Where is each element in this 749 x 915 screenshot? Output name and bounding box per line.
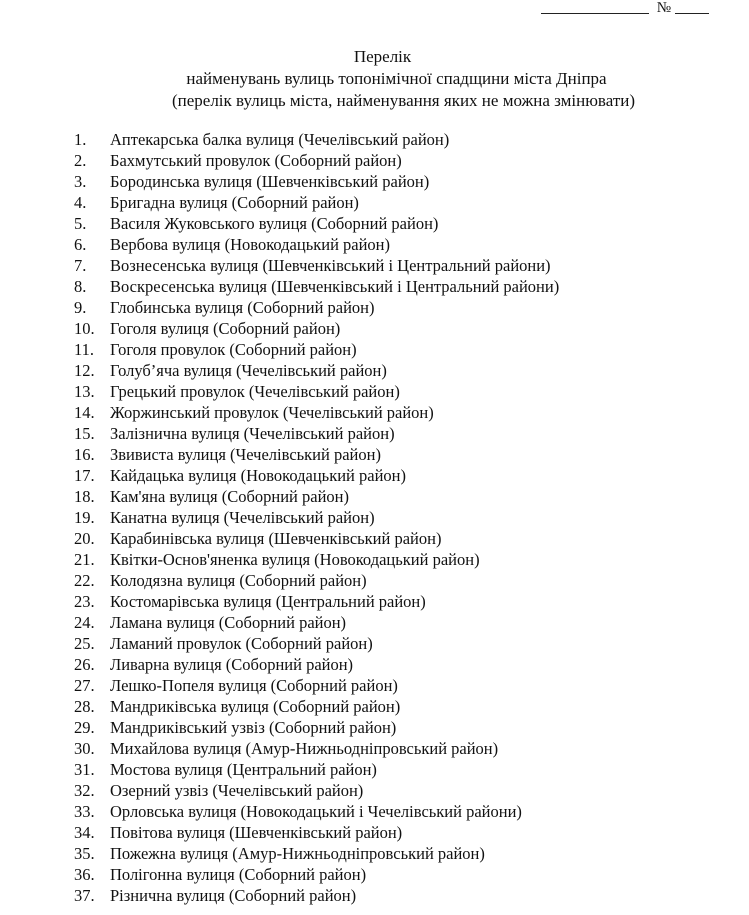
list-item-number: 2. xyxy=(74,151,87,170)
list-item xyxy=(0,297,749,318)
street-name: Михайлова вулиця (Амур-Нижньодніпровський район) xyxy=(110,739,499,758)
list-item xyxy=(0,507,749,528)
list-item xyxy=(0,360,749,381)
list-item xyxy=(0,192,749,213)
street-name: Воскресенська вулиця (Шевченківський і Центральний райони) xyxy=(110,277,560,296)
street-name: Ламаний провулок (Соборний район) xyxy=(110,634,373,653)
list-item-number: 13. xyxy=(74,382,95,401)
street-name: Пожежна вулиця (Амур-Нижньодніпровський район) xyxy=(110,844,485,863)
list-item xyxy=(0,255,749,276)
list-item-number: 11. xyxy=(74,340,95,359)
street-name: Колодязна вулиця (Соборний район) xyxy=(110,571,367,590)
street-name: Кайдацька вулиця (Новокодацький район) xyxy=(110,466,406,485)
street-name: Ливарна вулиця (Соборний район) xyxy=(110,655,354,674)
list-item xyxy=(0,864,749,885)
list-item-number: 25. xyxy=(74,634,95,653)
street-name: Голуб’яча вулиця (Чечелівський район) xyxy=(110,361,387,380)
list-item xyxy=(0,234,749,255)
list-item-number: 19. xyxy=(74,508,95,527)
list-item xyxy=(0,339,749,360)
list-item-number: 6. xyxy=(74,235,87,254)
list-item-number: 9. xyxy=(74,298,87,317)
list-item-number: 8. xyxy=(74,277,87,296)
list-item-number: 7. xyxy=(74,256,87,275)
street-name: Карабинівська вулиця (Шевченківський район) xyxy=(110,529,442,548)
street-name: Мандриківська вулиця (Соборний район) xyxy=(110,697,401,716)
street-name: Орловська вулиця (Новокодацький і Чечелівський райони) xyxy=(110,802,522,821)
list-item xyxy=(0,759,749,780)
street-name: Жоржинський провулок (Чечелівський район) xyxy=(110,403,434,422)
street-name: Гоголя провулок (Соборний район) xyxy=(110,340,357,359)
street-name: Залізнична вулиця (Чечелівський район) xyxy=(110,424,395,443)
street-name: Мостова вулиця (Центральний район) xyxy=(110,760,377,779)
list-item xyxy=(0,213,749,234)
list-item xyxy=(0,423,749,444)
street-name: Аптекарська балка вулиця (Чечелівський район) xyxy=(110,130,450,149)
list-item xyxy=(0,612,749,633)
list-item-number: 26. xyxy=(74,655,95,674)
list-item xyxy=(0,822,749,843)
street-name: Бородинська вулиця (Шевченківський район) xyxy=(110,172,430,191)
list-item xyxy=(0,528,749,549)
street-name: Лешко-Попеля вулиця (Соборний район) xyxy=(110,676,398,695)
document-note: (перелік вулиць міста, найменування яких не можна змінювати) xyxy=(171,91,636,110)
number-blank-line xyxy=(675,3,709,14)
list-item xyxy=(0,591,749,612)
list-item xyxy=(0,549,749,570)
street-name: Бригадна вулиця (Соборний район) xyxy=(110,193,359,212)
list-item-number: 1. xyxy=(74,130,87,149)
street-name: Повітова вулиця (Шевченківський район) xyxy=(110,823,403,842)
list-item xyxy=(0,801,749,822)
list-item-number: 5. xyxy=(74,214,87,233)
street-name: Бахмутський провулок (Соборний район) xyxy=(110,151,402,170)
list-item xyxy=(0,738,749,759)
list-item-number: 31. xyxy=(74,760,95,779)
street-name: Вербова вулиця (Новокодацький район) xyxy=(110,235,391,254)
number-sign: № xyxy=(656,0,671,16)
list-item xyxy=(0,717,749,738)
list-item-number: 12. xyxy=(74,361,95,380)
street-name: Грецький провулок (Чечелівський район) xyxy=(110,382,400,401)
list-item-number: 4. xyxy=(74,193,87,212)
list-item xyxy=(0,654,749,675)
list-item xyxy=(0,696,749,717)
list-item xyxy=(0,885,749,906)
street-list xyxy=(0,129,749,906)
list-item-number: 18. xyxy=(74,487,95,506)
list-item-number: 35. xyxy=(74,844,95,863)
list-item xyxy=(0,150,749,171)
street-name: Костомарівська вулиця (Центральний район) xyxy=(110,592,426,611)
document-number-field xyxy=(541,0,709,14)
list-item-number: 21. xyxy=(74,550,95,569)
list-item xyxy=(0,486,749,507)
list-item-number: 36. xyxy=(74,865,95,884)
list-item xyxy=(0,570,749,591)
list-item xyxy=(0,276,749,297)
street-name: Гоголя вулиця (Соборний район) xyxy=(110,319,341,338)
street-name: Звивиста вулиця (Чечелівський район) xyxy=(110,445,381,464)
list-item xyxy=(0,633,749,654)
list-item xyxy=(0,465,749,486)
list-item-number: 24. xyxy=(74,613,95,632)
street-name: Полігонна вулиця (Соборний район) xyxy=(110,865,367,884)
list-item-number: 34. xyxy=(74,823,95,842)
street-name: Ламана вулиця (Соборний район) xyxy=(110,613,347,632)
list-item-number: 16. xyxy=(74,445,95,464)
list-item xyxy=(0,780,749,801)
document-header xyxy=(0,46,749,112)
list-item-number: 20. xyxy=(74,529,95,548)
street-name: Мандриківський узвіз (Соборний район) xyxy=(110,718,397,737)
list-item-number: 22. xyxy=(74,571,95,590)
street-name: Глобинська вулиця (Соборний район) xyxy=(110,298,375,317)
list-item xyxy=(0,675,749,696)
street-name: Озерний узвіз (Чечелівський район) xyxy=(110,781,364,800)
list-item-number: 32. xyxy=(74,781,95,800)
list-item xyxy=(0,129,749,150)
list-item-number: 37. xyxy=(74,886,95,905)
list-item-number: 3. xyxy=(74,172,87,191)
document-title: Перелік xyxy=(353,47,412,66)
list-item-number: 33. xyxy=(74,802,95,821)
list-item-number: 23. xyxy=(74,592,95,611)
street-name: Вознесенська вулиця (Шевченківський і Центральний райони) xyxy=(110,256,551,275)
document-subtitle: найменувань вулиць топонімічної спадщини міста Дніпра xyxy=(186,69,607,88)
street-name: Кам'яна вулиця (Соборний район) xyxy=(110,487,349,506)
list-item-number: 29. xyxy=(74,718,95,737)
list-item xyxy=(0,402,749,423)
list-item xyxy=(0,381,749,402)
list-item-number: 17. xyxy=(74,466,95,485)
list-item-number: 28. xyxy=(74,697,95,716)
list-item-number: 30. xyxy=(74,739,95,758)
list-item-number: 14. xyxy=(74,403,95,422)
street-name: Василя Жуковського вулиця (Соборний район) xyxy=(110,214,439,233)
list-item-number: 27. xyxy=(74,676,95,695)
list-item xyxy=(0,843,749,864)
date-blank-line xyxy=(541,3,649,14)
street-name: Канатна вулиця (Чечелівський район) xyxy=(110,508,375,527)
list-item xyxy=(0,444,749,465)
list-item xyxy=(0,318,749,339)
list-item-number: 10. xyxy=(74,319,95,338)
street-name: Квітки-Основ'яненка вулиця (Новокодацький район) xyxy=(110,550,480,569)
list-item xyxy=(0,171,749,192)
list-item-number: 15. xyxy=(74,424,95,443)
street-name: Різнична вулиця (Соборний район) xyxy=(110,886,357,905)
